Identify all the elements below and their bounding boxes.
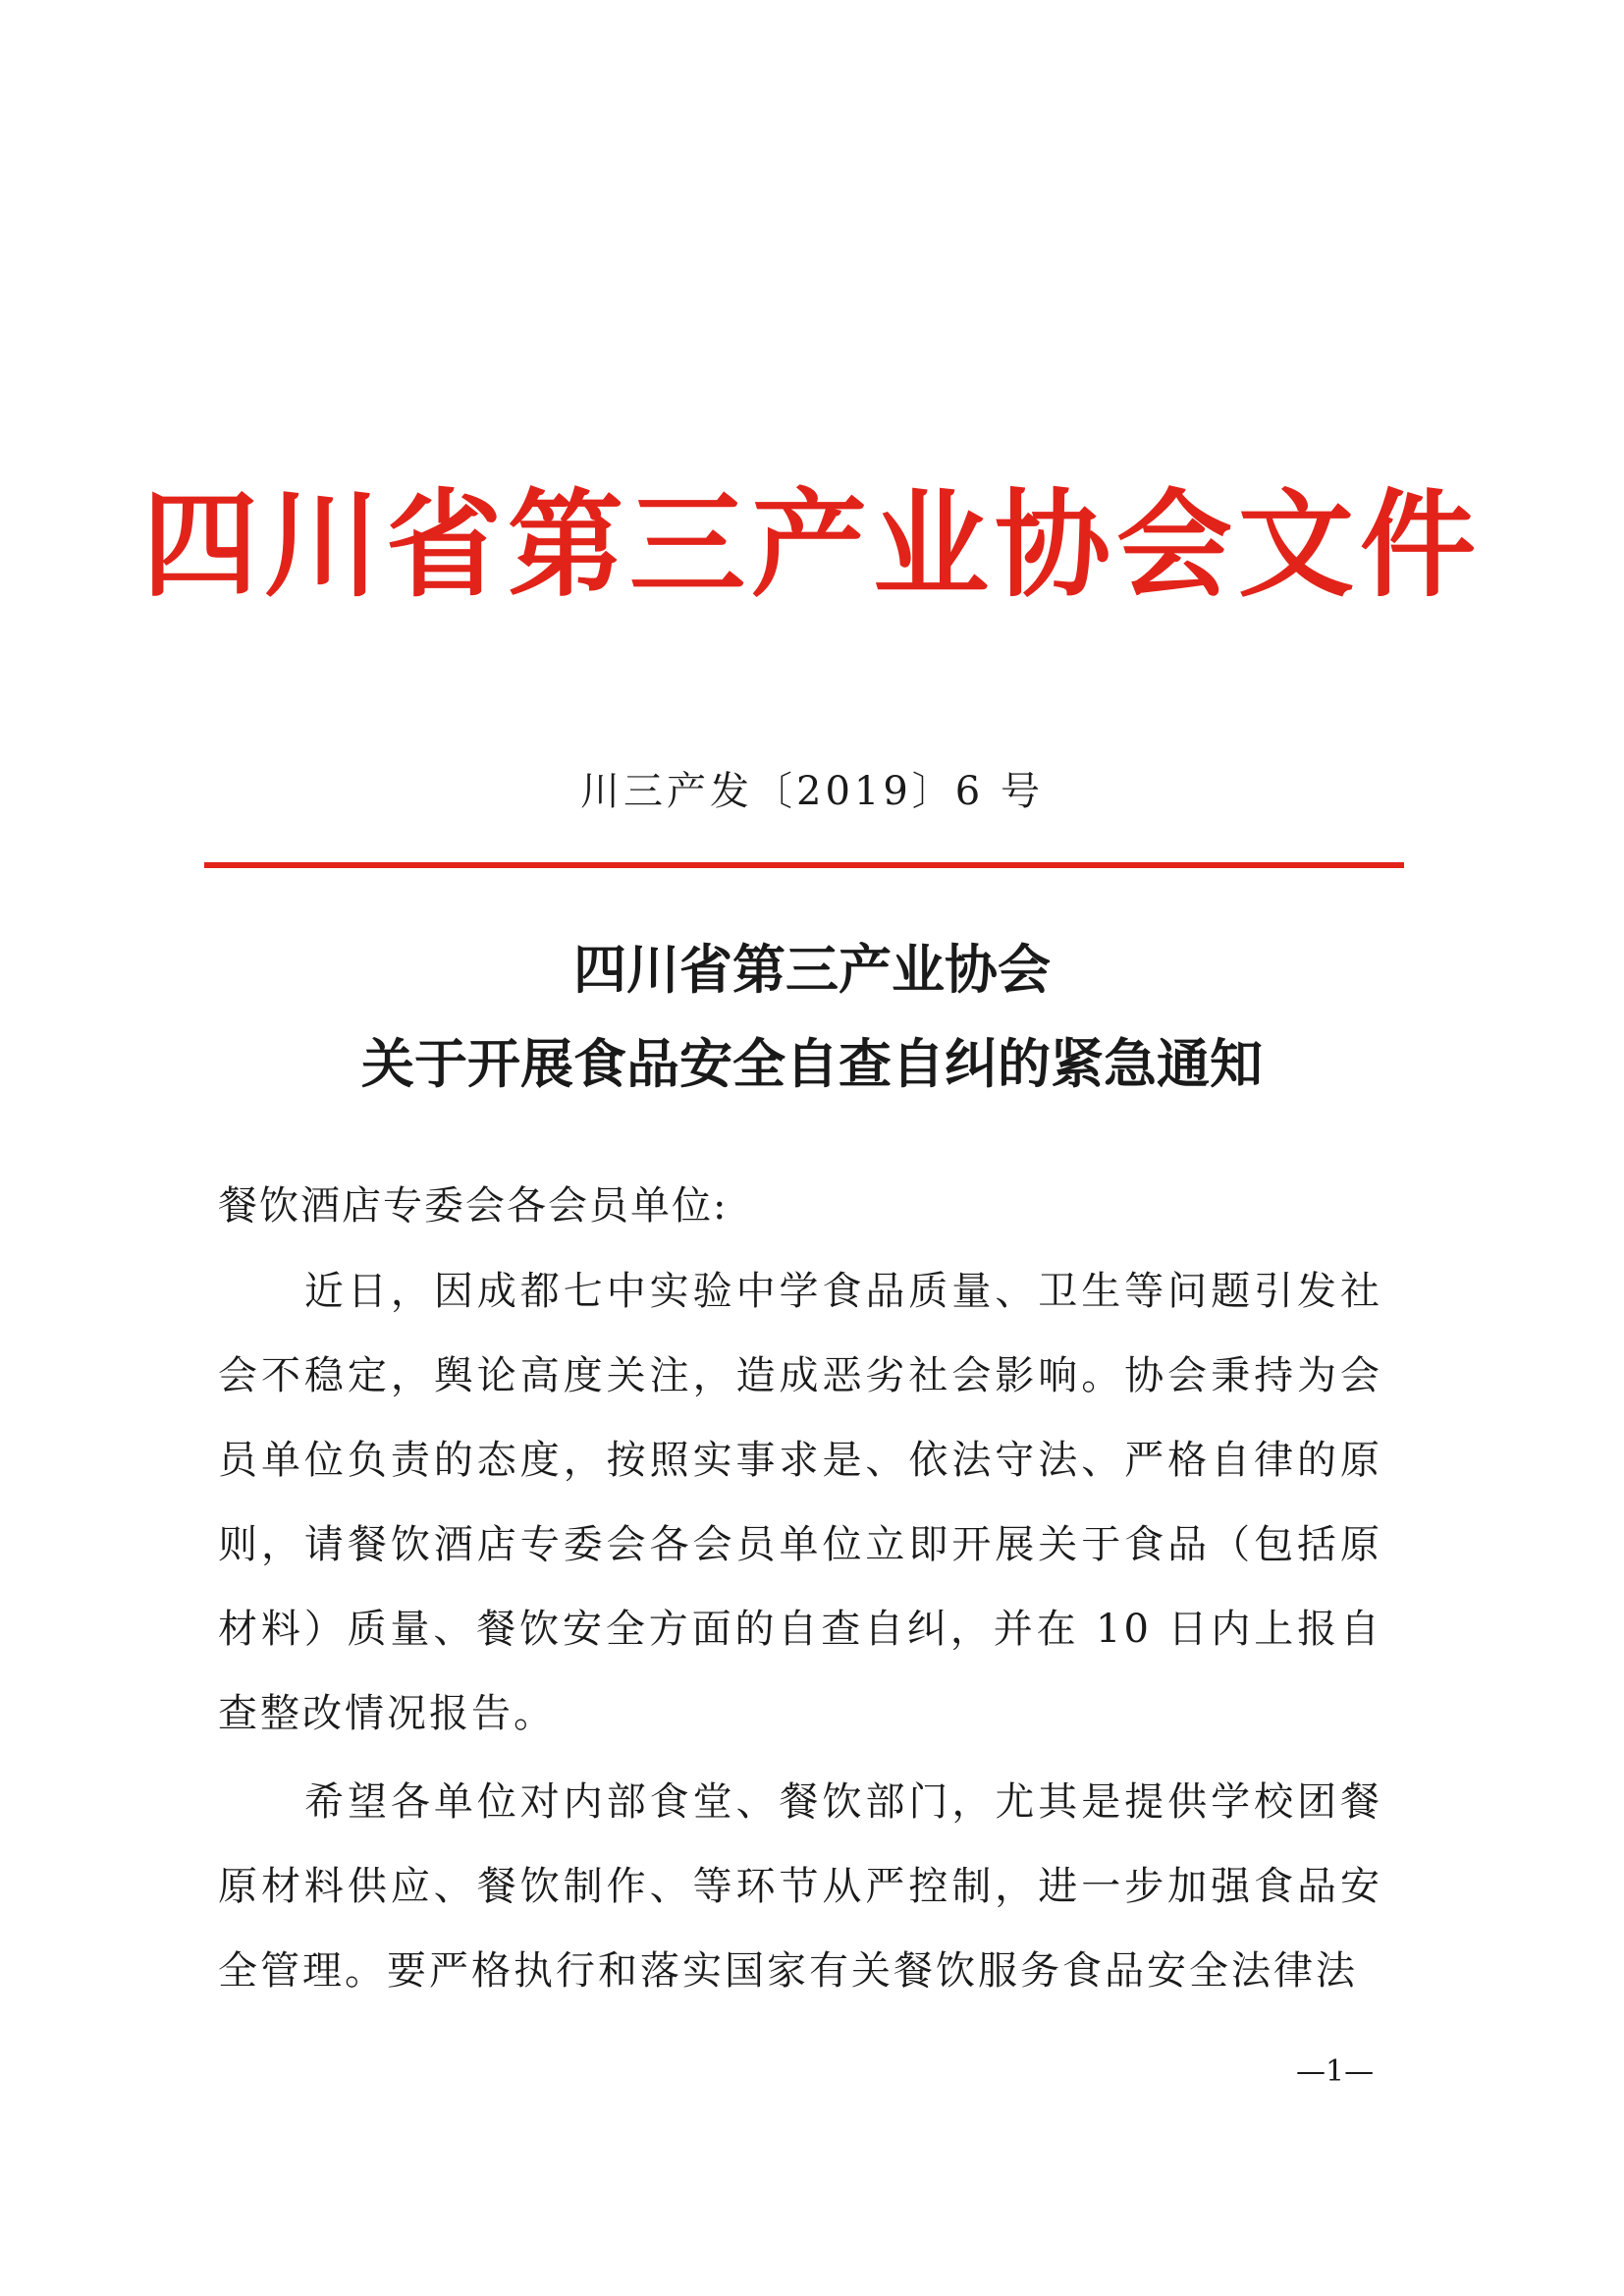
document-title-line-1: 四川省第三产业协会 (573, 938, 1051, 1001)
page-number: —1— (1296, 2054, 1375, 2089)
document-title-line-2: 关于开展食品安全自查自纠的紧急通知 (361, 1032, 1263, 1095)
red-divider-rule (204, 862, 1404, 868)
body-paragraph-1: 近日，因成都七中实验中学食品质量、卫生等问题引发社会不稳定，舆论高度关注，造成恶劣社会影响。协会秉持为会员单位负责的态度，按照实事求是、依法守法、严格自律的原则，请餐饮酒店专委会各会员单位立即开展关于食品（包括原材料）质量、餐饮安全方面的自查自纠，并在 10 日内上报自查整改情况报告。 (218, 1269, 1382, 1736)
document-masthead: 四川省第三产业协会文件 (141, 476, 1482, 613)
body-paragraph-2: 希望各单位对内部食堂、餐饮部门，尤其是提供学校团餐原材料供应、餐饮制作、等环节从严控制，进一步加强食品安全管理。要严格执行和落实国家有关餐饮服务食品安全法律法 (218, 1779, 1382, 1994)
salutation: 餐饮酒店专委会各会员单位: (218, 1183, 729, 1229)
document-number: 川三产发〔2019〕6 号 (580, 769, 1044, 814)
